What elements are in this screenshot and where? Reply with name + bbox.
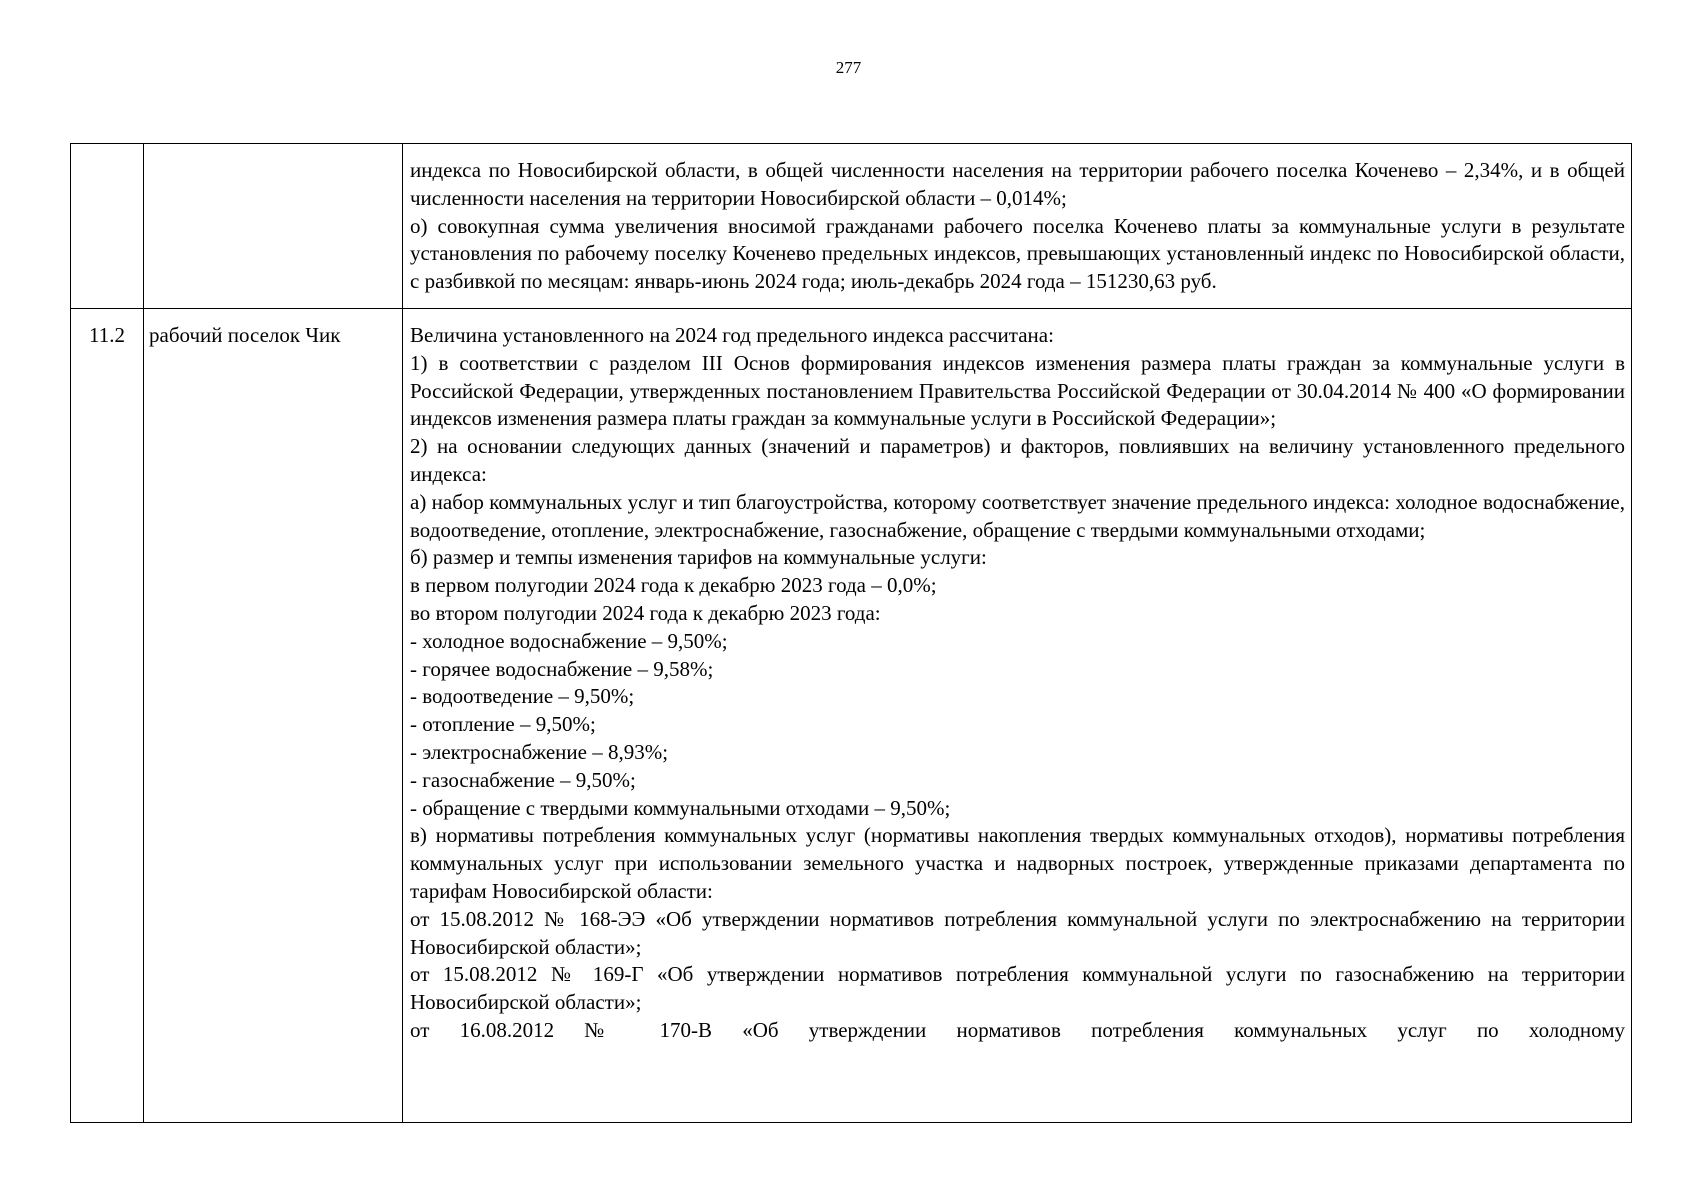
- paragraph: от 15.08.2012 № 168-ЭЭ «Об утверждении нормативов потребления коммунальной услуги по электроснабжению на территории Новосибирской области»;: [410, 906, 1625, 959]
- document-table: [70, 143, 1632, 1123]
- table-row: [71, 308, 1632, 1122]
- row-number-cell: 11.2: [71, 308, 144, 1122]
- paragraph: - газоснабжение – 9,50%;: [410, 767, 636, 792]
- paragraph: - обращение с твердыми коммунальными отходами – 9,50%;: [410, 795, 951, 820]
- paragraph: в) нормативы потребления коммунальных услуг (нормативы накопления твердых коммунальных отходов), нормативы потребления коммунальных услуг при использовании земельного участка и надворных построек, утвержденные приказами департамента по тарифам Новосибирской области:: [410, 823, 1625, 903]
- settlement-name-cell: рабочий поселок Чик: [144, 308, 403, 1122]
- description-cell: [403, 144, 1632, 309]
- paragraph: индекса по Новосибирской области, в общей численности населения на территории рабочего поселка Коченево – 2,34%, и в общей численности населения на территории Новосибирской области – 0,014%;: [410, 158, 1625, 210]
- settlement-name-cell: [144, 144, 403, 309]
- paragraph: в первом полугодии 2024 года к декабрю 2023 года – 0,0%;: [410, 573, 937, 598]
- paragraph: Величина установленного на 2024 год предельного индекса рассчитана:: [410, 322, 1054, 347]
- paragraph: - водоотведение – 9,50%;: [410, 684, 635, 709]
- paragraph: - электроснабжение – 8,93%;: [410, 739, 669, 764]
- paragraph: 2) на основании следующих данных (значений и параметров) и факторов, повлиявших на величину установленного предельного индекса:: [410, 434, 1625, 486]
- paragraph: о) совокупная сумма увеличения вносимой гражданами рабочего поселка Коченево платы за коммунальные услуги в результате установления по рабочему поселку Коченево предельных индексов, превышающих установленный индекс по Новосибирской области, с разбивкой по месяцам: январь-июнь 2024 года; июль-декабрь 2024 года – 151230,63 руб.: [410, 213, 1625, 294]
- paragraph: - горячее водоснабжение – 9,58%;: [410, 656, 714, 681]
- page-number: 277: [835, 58, 862, 77]
- paragraph: б) размер и темпы изменения тарифов на коммунальные услуги:: [410, 545, 987, 570]
- description-cell: [403, 308, 1632, 1122]
- paragraph: от 16.08.2012 № 170-В «Об утверждении нормативов потребления коммунальных услуг по холодному: [410, 1017, 1625, 1042]
- paragraph: а) набор коммунальных услуг и тип благоустройства, которому соответствует значение предельного индекса: холодное водоснабжение, водоотведение, отопление, электроснабжение, газоснабжение, обращение с твердыми коммунальными отходами;: [410, 489, 1625, 542]
- paragraph: 1) в соответствии с разделом III Основ формирования индексов изменения размера платы граждан за коммунальные услуги в Российской Федерации, утвержденных постановлением Правительства Российской Федерации от 30.04.2014 № 400 «О формировании индексов изменения размера платы граждан за коммунальные услуги в Российской Федерации»;: [410, 350, 1625, 431]
- paragraph: во втором полугодии 2024 года к декабрю 2023 года:: [410, 600, 881, 625]
- paragraph: - холодное водоснабжение – 9,50%;: [410, 628, 728, 653]
- paragraph: от 15.08.2012 № 169-Г «Об утверждении нормативов потребления коммунальной услуги по газоснабжению на территории Новосибирской области»;: [410, 962, 1625, 1015]
- table-row: [71, 144, 1632, 309]
- row-number-cell: [71, 144, 144, 309]
- paragraph: - отопление – 9,50%;: [410, 712, 596, 737]
